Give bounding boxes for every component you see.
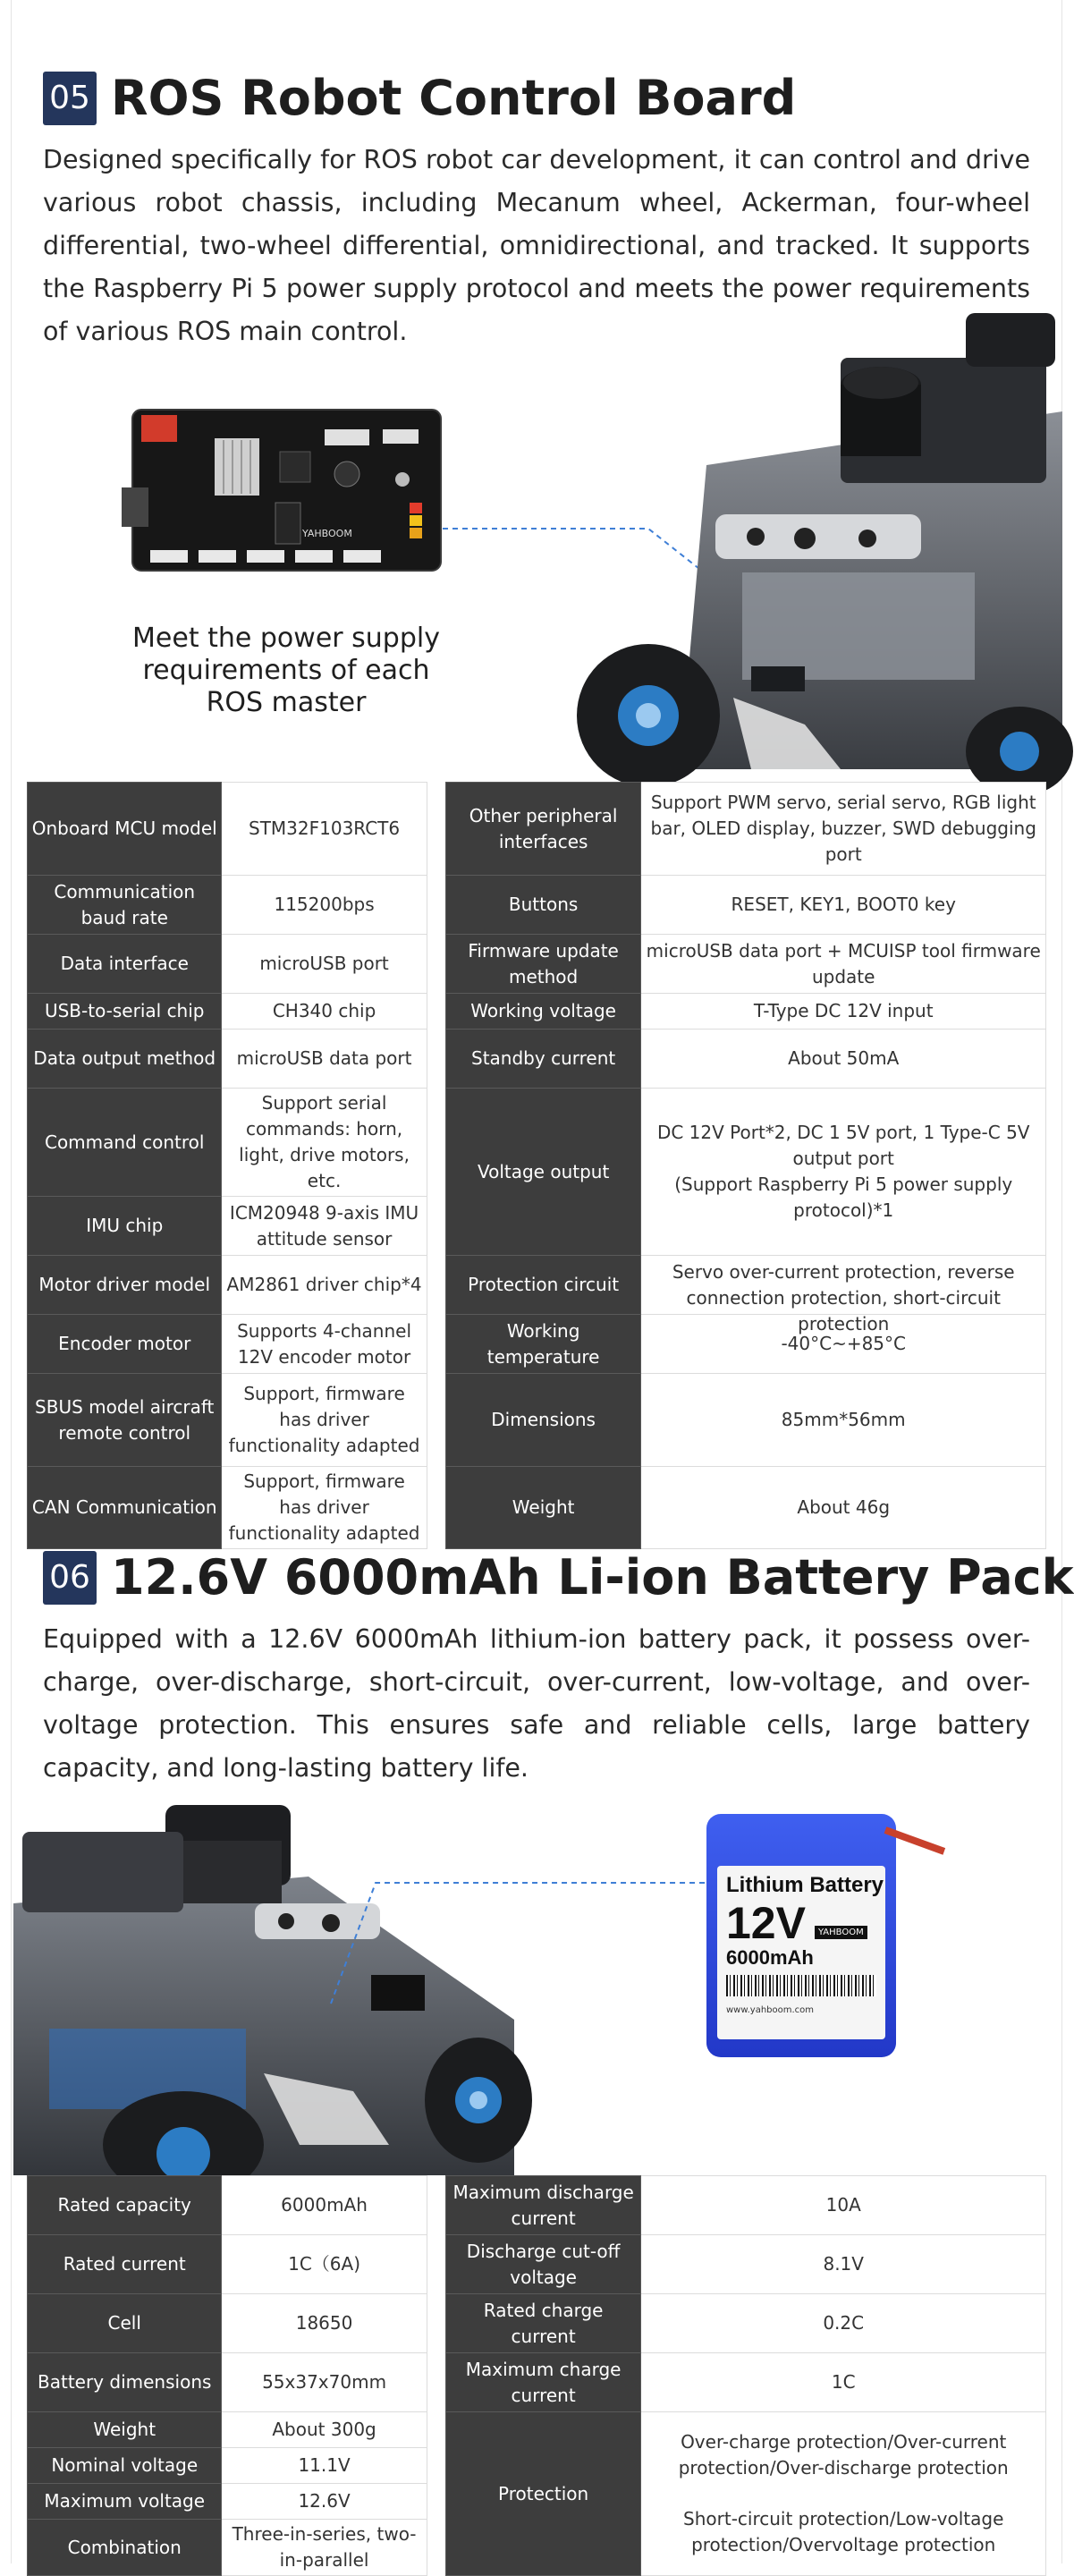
section-title: 12.6V 6000mAh Li-ion Battery Pack — [111, 1549, 1074, 1606]
spec-value: 8.1V — [641, 2235, 1046, 2294]
table-row — [28, 1256, 1046, 1315]
spec-value: microUSB port — [222, 935, 427, 994]
section-06-header — [43, 1549, 1074, 1606]
spec-key: Other peripheral interfaces — [445, 783, 641, 876]
board-brand-text: YAHBOOM — [302, 528, 352, 539]
spec-key: Maximum charge current — [445, 2353, 641, 2412]
spec-key: Rated capacity — [28, 2176, 222, 2235]
spec-value: About 46g — [641, 1467, 1046, 1549]
spec-key: Battery dimensions — [28, 2353, 222, 2412]
table-row — [28, 876, 1046, 935]
spec-key: Firmware update method — [445, 935, 641, 994]
table-row — [28, 1030, 1046, 1089]
spec-value: Support serial commands: horn, light, drive motors, etc. — [222, 1089, 427, 1197]
battery-pack-image — [706, 1814, 948, 2057]
battery-label-url: www.yahboom.com — [726, 2005, 815, 2015]
table-row — [28, 2294, 1046, 2353]
spec-key: Rated current — [28, 2235, 222, 2294]
spec-key: CAN Communication — [28, 1467, 222, 1549]
battery-label-capacity: 6000mAh — [726, 1946, 814, 1969]
spec-key: Combination — [28, 2520, 222, 2576]
spec-key: Working temperature — [445, 1315, 641, 1374]
battery-label-title: Lithium Battery — [726, 1873, 884, 1897]
board-caption: Meet the power supply requirements of each ROS master — [132, 623, 440, 718]
spec-key: Maximum discharge current — [445, 2176, 641, 2235]
spec-value: Supports 4-channel 12V encoder motor — [222, 1315, 427, 1374]
spec-value: microUSB data port — [222, 1030, 427, 1089]
table-row — [28, 1374, 1046, 1467]
spec-value-line: DC 12V Port*2, DC 1 5V port, 1 Type-C 5V output port — [656, 1122, 1030, 1169]
table-row — [28, 1467, 1046, 1549]
spec-key: Cell — [28, 2294, 222, 2353]
spec-key: USB-to-serial chip — [28, 994, 222, 1030]
spec-value: 6000mAh — [222, 2176, 427, 2235]
spec-key: Command control — [28, 1089, 222, 1197]
callout-leader-line — [322, 1878, 715, 2012]
spec-key: Buttons — [445, 876, 641, 935]
spec-key: Communication baud rate — [28, 876, 222, 935]
spec-value: ICM20948 9-axis IMU attitude sensor — [222, 1197, 427, 1256]
spec-key: Onboard MCU model — [28, 783, 222, 876]
spec-key: Working voltage — [445, 994, 641, 1030]
spec-value: AM2861 driver chip*4 — [222, 1256, 427, 1315]
spec-key: Standby current — [445, 1030, 641, 1089]
spec-key: IMU chip — [28, 1197, 222, 1256]
spec-key: Voltage output — [445, 1089, 641, 1256]
spec-value-note: Short-circuit protection/Low-voltage protection/Overvoltage protection — [683, 2508, 1004, 2555]
barcode — [726, 1975, 876, 1996]
section-title: ROS Robot Control Board — [111, 70, 797, 126]
spec-key: Rated charge current — [445, 2294, 641, 2353]
battery-label-brand: YAHBOOM — [815, 1926, 867, 1939]
spec-key: Data interface — [28, 935, 222, 994]
spec-value: Support, firmware has driver functionality adapted — [222, 1374, 427, 1467]
spec-value: Support PWM servo, serial servo, RGB light bar, OLED display, buzzer, SWD debugging port — [641, 783, 1046, 876]
section-description: Designed specifically for ROS robot car development, it can control and drive various robot chassis, including Mecanum wheel, Ackerman, four-wheel differential, two-wheel differential, omnidirectional, and tracked. It supports the Raspberry Pi 5 power supply protocol and meets the power requirements of various ROS main control. — [43, 145, 1030, 346]
table-row — [28, 935, 1046, 994]
spec-key: Nominal voltage — [28, 2448, 222, 2484]
spec-value: 11.1V — [222, 2448, 427, 2484]
spec-value: 55x37x70mm — [222, 2353, 427, 2412]
spec-value: -40°C~+85°C — [641, 1315, 1046, 1374]
section-description: Equipped with a 12.6V 6000mAh lithium-ion battery pack, it possess over-charge, over-discharge, short-circuit, over-current, low-voltage, and over-voltage protection. This ensures safe and reliable cells, large battery capacity, and long-lasting battery life. — [43, 1624, 1030, 1783]
spec-value — [641, 1256, 1046, 1335]
section-number-badge: 05 — [43, 72, 97, 125]
spec-value: 85mm*56mm — [641, 1374, 1046, 1467]
spec-value: 0.2C — [641, 2294, 1046, 2353]
spec-value-note: (Support Raspberry Pi 5 power supply protocol)*1 — [674, 1174, 1013, 1221]
spec-key: Protection circuit — [445, 1256, 641, 1315]
table-row — [28, 2412, 1046, 2448]
page-left-border — [11, 0, 12, 2563]
spec-value-line: Over-charge protection/Over-current protection/Over-discharge protection — [678, 2431, 1009, 2479]
spec-value-clipped: Servo over-current protection, reverse connection protection, short-circuit protection — [672, 1260, 1015, 1335]
spec-key: Encoder motor — [28, 1315, 222, 1374]
spec-value: RESET, KEY1, BOOT0 key — [641, 876, 1046, 935]
table-row — [28, 783, 1046, 876]
section-number-badge: 06 — [43, 1551, 97, 1605]
spec-value: About 300g — [222, 2412, 427, 2448]
spec-key: Weight — [445, 1467, 641, 1549]
spec-key: Motor driver model — [28, 1256, 222, 1315]
control-board-image — [114, 402, 454, 617]
spec-value: T-Type DC 12V input — [641, 994, 1046, 1030]
table-row — [28, 2235, 1046, 2294]
table-row — [28, 994, 1046, 1030]
spec-value: 18650 — [222, 2294, 427, 2353]
table-row — [28, 2353, 1046, 2412]
spec-key: Dimensions — [445, 1374, 641, 1467]
spec-key: Maximum voltage — [28, 2484, 222, 2520]
control-board-spec-table — [27, 782, 1046, 1549]
spec-key: Weight — [28, 2412, 222, 2448]
spec-value: CH340 chip — [222, 994, 427, 1030]
spec-value: 115200bps — [222, 876, 427, 935]
spec-value: 1C — [641, 2353, 1046, 2412]
spec-value: STM32F103RCT6 — [222, 783, 427, 876]
spec-value: Support, firmware has driver functionality adapted — [222, 1467, 427, 1549]
robot-car-image — [572, 304, 1062, 787]
spec-value — [641, 1089, 1046, 1256]
battery-spec-table — [27, 2175, 1046, 2576]
spec-value: 12.6V — [222, 2484, 427, 2520]
spec-value: About 50mA — [641, 1030, 1046, 1089]
spec-key: Discharge cut-off voltage — [445, 2235, 641, 2294]
battery-label-voltage: 12V — [726, 1898, 806, 1948]
table-row — [28, 1089, 1046, 1197]
spec-key: Protection — [445, 2412, 641, 2576]
section-05-header — [43, 70, 796, 126]
spec-key: SBUS model aircraft remote control — [28, 1374, 222, 1467]
spec-value — [641, 2412, 1046, 2576]
spec-key: Data output method — [28, 1030, 222, 1089]
table-row — [28, 1315, 1046, 1374]
spec-value: Three-in-series, two-in-parallel — [222, 2520, 427, 2576]
spec-value: microUSB data port + MCUISP tool firmware update — [641, 935, 1046, 994]
spec-value: 1C（6A) — [222, 2235, 427, 2294]
table-row — [28, 2176, 1046, 2235]
spec-value: 10A — [641, 2176, 1046, 2235]
